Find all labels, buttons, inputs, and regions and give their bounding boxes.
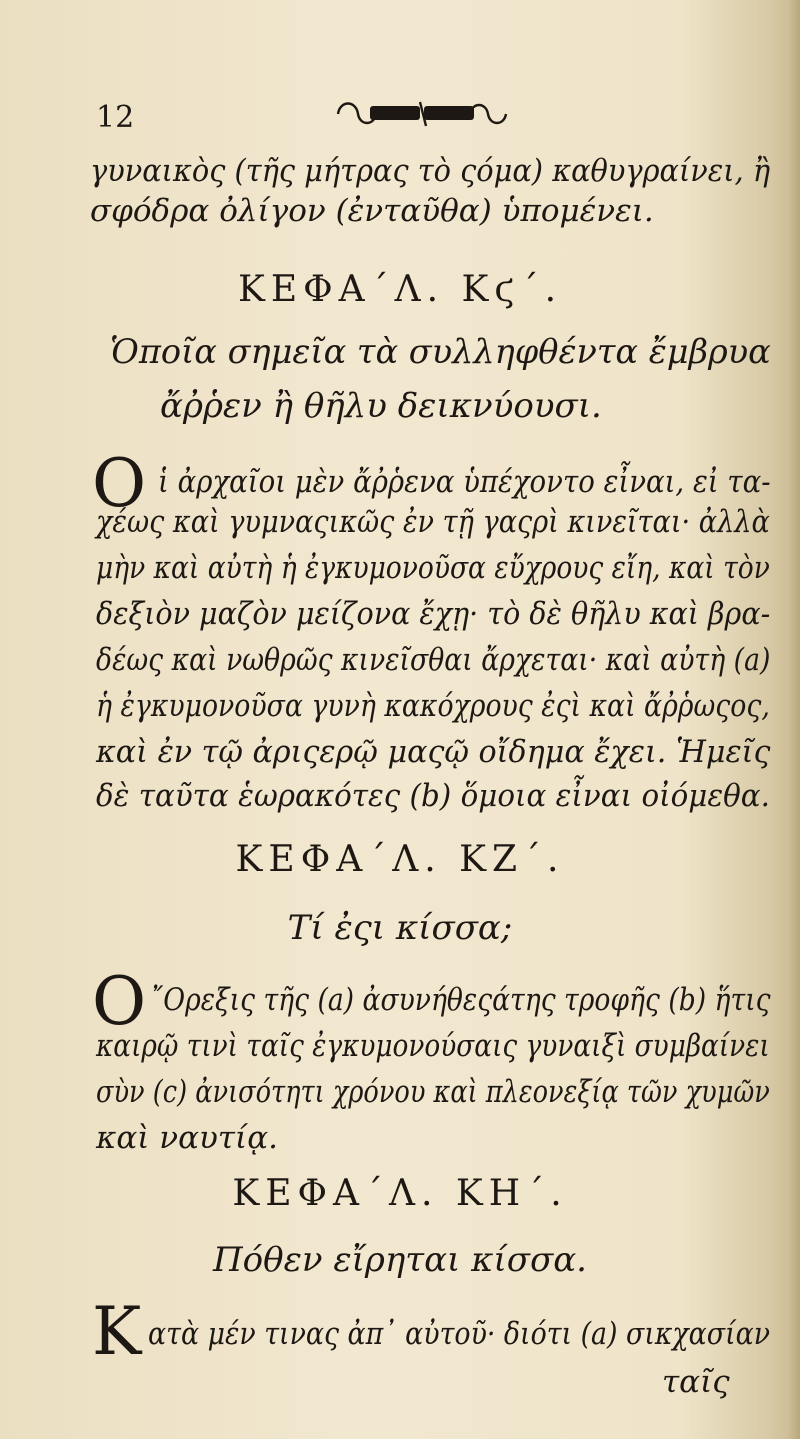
chapter-heading: ΚΕΦΑ΄Λ. Κϛ΄. [237, 269, 563, 310]
text-line: δὲ ταῦτα ἑωρακότες (b) ὅμοια εἶναι οἰόμεθα. [96, 778, 770, 814]
text-line: μὴν καὶ αὐτὴ ἡ ἐγκυμονοῦσα εὔχρους εἴη, καὶ τὸν [96, 550, 770, 586]
text-line: δέως καὶ νωθρῶς κινεῖσθαι ἄρχεται· καὶ αὐτὴ (a) [96, 642, 771, 678]
chapter-title: Τί ἐςι κίσσα; [287, 908, 513, 948]
drop-capital: Κ [92, 1293, 142, 1370]
text-line: γυναικὸς (τῆς μήτρας τὸ ςόμα) καθυγραίνει, ἢ [90, 153, 771, 189]
text-line: ἡ ἐγκυμονοῦσα γυνὴ κακόχρους ἐςὶ καὶ ἄῤῥωςος, [96, 688, 770, 724]
drop-capital: Ο [92, 963, 147, 1040]
chapter-heading: ΚΕΦΑ΄Λ. ΚΗ΄. [232, 1173, 568, 1214]
chapter-heading: ΚΕΦΑ΄Λ. ΚΖ΄. [235, 839, 565, 880]
text-line: καὶ ἐν τῷ ἀριςερῷ μαςῷ οἴδημα ἔχει. Ἡμεῖς [96, 734, 771, 770]
header-ornament-icon [330, 94, 514, 134]
text-line: ατὰ μέν τινας ἀπ᾽ αὐτοῦ· διότι (a) σικχασίαν [148, 1316, 771, 1352]
text-line: καὶ ναυτίᾳ. [96, 1120, 278, 1156]
text-line: καιρῷ τινὶ ταῖς ἐγκυμονούσαις γυναιξὶ συμβαίνει [96, 1028, 770, 1064]
catchword: ταῖς [662, 1364, 730, 1400]
text-line: χέως καὶ γυμναςικῶς ἐν τῇ γαςρὶ κινεῖται· ἀλλὰ [96, 504, 770, 540]
chapter-title: Πόθεν εἴρηται κίσσα. [213, 1240, 587, 1280]
text-line: σὺν (c) ἀνισότητι χρόνου καὶ πλεονεξίᾳ τῶν χυμῶν [96, 1074, 770, 1110]
chapter-title: Ὁποῖα σημεῖα τὰ συλληφθέντα ἔμβρυα [110, 332, 771, 372]
text-line: δεξιὸν μαζὸν μείζονα ἔχῃ· τὸ δὲ θῆλυ καὶ βρα- [96, 596, 771, 632]
drop-capital: Ο [92, 445, 147, 522]
page-number: 12 [96, 100, 135, 135]
chapter-title: ἄῤῥεν ἢ θῆλυ δεικνύουσι. [160, 386, 602, 426]
text-line: ῎Ορεξις τῆς (a) ἀσυνήθεςάτης τροφῆς (b) ἥτις [150, 982, 771, 1018]
page-gutter-shadow [786, 0, 800, 1439]
text-line: ἱ ἀρχαῖοι μὲν ἄῤῥενα ὑπέχοντο εἶναι, εἰ τα- [158, 464, 771, 500]
text-line: σφόδρα ὀλίγον (ἐνταῦθα) ὑπομένει. [90, 193, 654, 229]
